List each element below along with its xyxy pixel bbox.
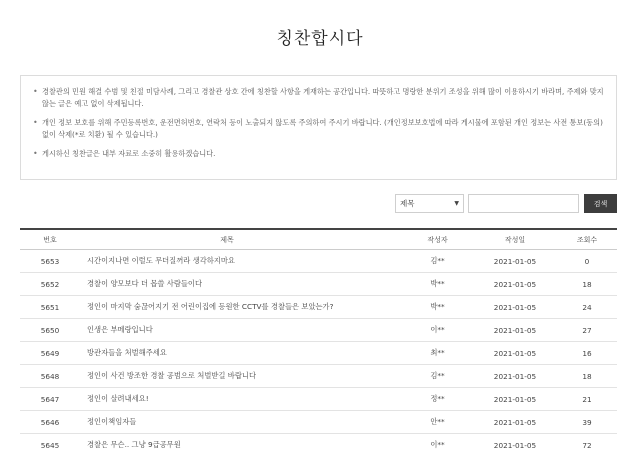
header-title: 제목 <box>220 235 234 244</box>
post-author: 최** <box>430 348 445 357</box>
post-date: 2021-01-05 <box>493 256 537 266</box>
post-number: 5646 <box>40 417 60 427</box>
table-row <box>20 250 617 273</box>
post-title-link[interactable]: 경찰은 무슨.. 그냥 9급공무원 <box>87 440 181 449</box>
post-views: 18 <box>582 371 592 381</box>
post-views: 72 <box>582 440 592 450</box>
notice-text: 경찰관의 민원 해결 수범 및 친절 미담사례, 그리고 경찰관 상호 간에 칭찬할 사항을 게재하는 공간입니다. 따뜻하고 명랑한 분위기 조성을 위해 많이 이용하시기 바라며, 주제와 맞지 않는 글은 예고 없이 삭제됩니다. <box>42 87 604 108</box>
post-number: 5648 <box>40 371 60 381</box>
post-views: 27 <box>582 325 592 335</box>
header-author: 작성자 <box>427 235 448 244</box>
post-number: 5653 <box>40 256 60 266</box>
post-number: 5652 <box>40 279 60 289</box>
post-title-link[interactable]: 정인이 사건 방조한 경찰 공범으로 처벌받길 바랍니다 <box>87 371 256 380</box>
board-table <box>20 228 617 456</box>
post-views: 21 <box>582 394 592 404</box>
table-row <box>20 411 617 434</box>
table-row <box>20 273 617 296</box>
chevron-down-icon: ▼ <box>454 200 459 207</box>
notice-box <box>20 75 617 180</box>
post-date: 2021-01-05 <box>493 371 537 381</box>
search-field-value: 제목 <box>400 199 415 208</box>
header-views: 조회수 <box>576 235 598 244</box>
notice-text: 개인 정보 보호를 위해 주민등록번호, 운전면허번호, 연락처 등이 노출되지 않도록 주의하여 주시기 바랍니다. (개인정보보호법에 따라 게시물에 포함된 개인 정보는 사전 통보(동의) 없이 삭제(*로 치환) 될 수 있습니다.) <box>42 118 603 139</box>
post-author: 이** <box>430 325 445 334</box>
post-number: 5650 <box>40 325 60 335</box>
post-title-link[interactable]: 정인이 마지막 숨끊어지기 전 어린이집에 등원한 CCTV를 경찰들은 보았는가? <box>87 302 334 311</box>
table-row <box>20 388 617 411</box>
table-row <box>20 296 617 319</box>
table-row <box>20 365 617 388</box>
post-title-link[interactable]: 인생은 부메랑입니다 <box>87 325 153 334</box>
search-bar <box>0 194 640 214</box>
notice-item <box>33 117 604 141</box>
post-number: 5651 <box>40 302 60 312</box>
post-title-link[interactable]: 경찰이 양모보다 더 몹쓸 사람들이다 <box>87 279 203 288</box>
post-views: 24 <box>582 302 592 312</box>
post-number: 5647 <box>40 394 60 404</box>
post-author: 이** <box>430 440 445 449</box>
bullet-icon: • <box>33 87 38 96</box>
post-title-link[interactable]: 정인이책임자들 <box>87 417 137 426</box>
post-author: 정** <box>430 394 445 403</box>
notice-item <box>33 148 604 160</box>
post-date: 2021-01-05 <box>493 325 537 335</box>
post-title-link[interactable]: 시간이지나면 이럴도 무더질꺼라 생각하지마요 <box>87 256 235 265</box>
notice-item <box>33 86 604 110</box>
table-row <box>20 342 617 365</box>
post-title-link[interactable]: 정인이 살려내세요! <box>87 394 149 403</box>
post-date: 2021-01-05 <box>493 348 537 358</box>
page-title: 칭찬합시다 <box>276 29 364 49</box>
post-views: 18 <box>582 279 592 289</box>
post-date: 2021-01-05 <box>493 394 537 404</box>
post-author: 김** <box>430 371 445 380</box>
header-no: 번호 <box>43 235 57 244</box>
post-title-link[interactable]: 방관자들을 처벌해주세요 <box>87 348 167 357</box>
table-header <box>20 228 617 250</box>
search-field-select[interactable] <box>395 194 464 213</box>
post-date: 2021-01-05 <box>493 417 537 427</box>
post-date: 2021-01-05 <box>493 279 537 289</box>
table-row <box>20 434 617 456</box>
post-date: 2021-01-05 <box>493 440 537 450</box>
post-views: 0 <box>584 256 590 266</box>
post-author: 김** <box>430 256 445 265</box>
post-author: 박** <box>430 279 445 288</box>
post-author: 박** <box>430 302 445 311</box>
header-date: 작성일 <box>504 235 526 244</box>
search-button[interactable]: 검색 <box>584 194 617 213</box>
notice-text: 게시하신 칭찬글은 내부 자료로 소중히 활용하겠습니다. <box>42 149 216 158</box>
post-number: 5649 <box>40 348 60 358</box>
post-views: 16 <box>582 348 592 358</box>
search-input[interactable] <box>468 194 579 213</box>
post-number: 5645 <box>40 440 60 450</box>
post-date: 2021-01-05 <box>493 302 537 312</box>
post-views: 39 <box>582 417 592 427</box>
bullet-icon: • <box>33 118 38 127</box>
post-author: 안** <box>430 417 445 426</box>
bullet-icon: • <box>33 149 38 158</box>
table-row <box>20 319 617 342</box>
